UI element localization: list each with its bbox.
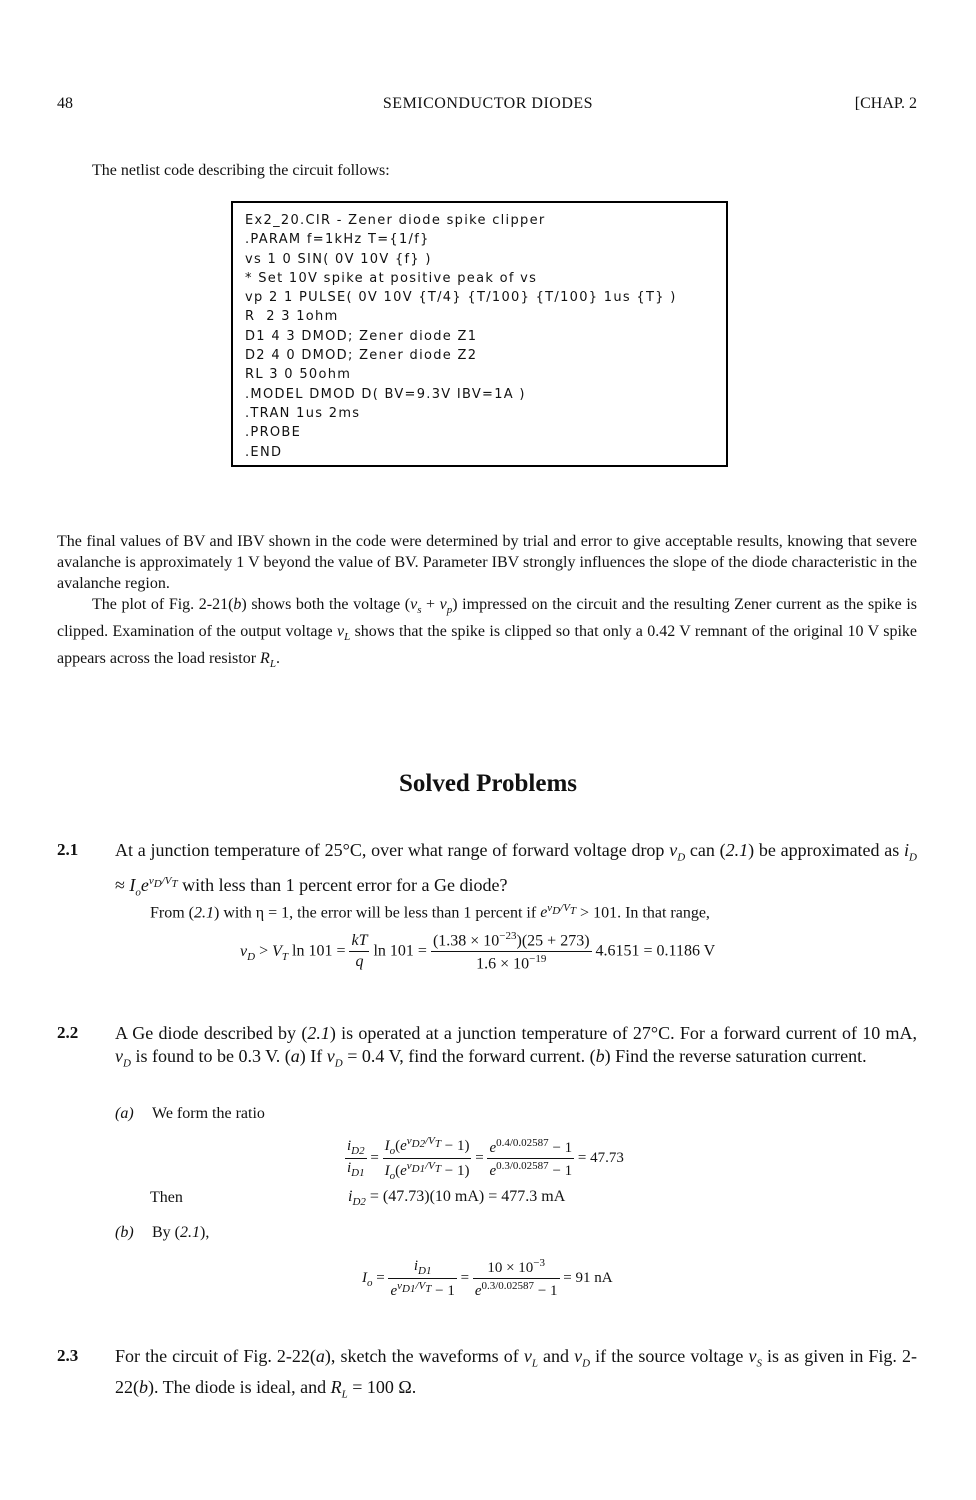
problem-2-2-question: A Ge diode described by (2.1) is operated at a junction temperature of 27°C. For a forward current of 10 mA, $v_D$ is found to be 0.3 V. (a) If $v_D = 0.4$ V, find the forward current. (b) Find the reverse saturation current. bbox=[115, 1023, 918, 1070]
paragraph-plot: The plot of Fig. 2-21(b) shows both the voltage $(v_s + v_p)$ impressed on the circuit and the resulting Zener current as the spike is clipped. Examination of the output voltage $v_L$ shows that the spike is clipped so that only a 0.42 V remnant of the original 10 V spike appears across the load resistor $R_L$. bbox=[57, 596, 918, 671]
netlist-line: .PARAM f=1kHz T={1/f} bbox=[245, 232, 430, 248]
section-heading: Solved Problems bbox=[398, 770, 577, 797]
netlist-line: RL 3 0 50ohm bbox=[245, 367, 352, 383]
io-equation: $I_o$ = $\frac{i_{D1}}{e^{v_{D1}/V_T} - 1}$ = $\frac{10 \times 10^{-3}}{e^{0.3/0.02587} - 1}$ = 91 nA bbox=[362, 1257, 613, 1299]
netlist-line: vp 2 1 PULSE( 0V 10V {T/4} {T/100} {T/100} 1us {T} ) bbox=[245, 290, 677, 306]
problem-number: 2.3 bbox=[57, 1346, 79, 1365]
netlist-line: Ex2_20.CIR - Zener diode spike clipper bbox=[245, 213, 546, 228]
netlist-line: .TRAN 1us 2ms bbox=[245, 405, 361, 421]
ratio-equation: $\frac{i_{D2}}{i_{D1}}$ = $\frac{I_o(e^{v_{D2}/V_T} - 1)}{I_o(e^{v_{D1}/V_T} - 1)}$ = $\frac{e^{0.4/0.02587} - 1}{e^{0.3/0.02587} - 1}$ = 47.73 bbox=[347, 1135, 624, 1182]
part-a-label: (a) bbox=[115, 1105, 134, 1122]
problem-2-1-equation: $v_D > V_T$ ln 101 = $\frac{kT}{q}$ ln 101 = $\frac{(1.38 \times 10^{-23})(25 + 273)}{1.6 \times 10^{-19}}$ 4.6151 = 0.1186 V bbox=[240, 930, 716, 973]
netlist-line: R 2 3 1ohm bbox=[245, 309, 339, 325]
netlist-line: .MODEL DMOD D( BV=9.3V IBV=1A ) bbox=[245, 386, 526, 402]
part-b-label: (b) bbox=[115, 1224, 134, 1241]
then-equation: $i_{D2} = (47.73)(10$ mA) = 477.3 mA bbox=[348, 1188, 566, 1209]
netlist-line: D2 4 0 DMOD; Zener diode Z2 bbox=[245, 348, 478, 364]
intro-text: The netlist code describing the circuit follows: bbox=[92, 162, 390, 179]
problem-2-1-solution-text: From (2.1) with η = 1, the error will be less than 1 percent if $e^{v_D/V_T} > 101$. In that range, bbox=[150, 902, 710, 922]
paragraph-bv-ibv: The final values of BV and IBV shown in the code were determined by trial and error to give acceptable results, knowing that severe avalanche is approximately 1 V beyond the value of BV. Parameter IBV strongly influences the slope of the diode characteristic in the avalanche region. bbox=[57, 533, 917, 592]
problem-number: 2.2 bbox=[57, 1023, 79, 1042]
problem-number: 2.1 bbox=[57, 840, 79, 859]
problem-2-1-question: At a junction temperature of 25°C, over what range of forward voltage drop $v_D$ can (2.1) be approximated as $i_D \approx I_oe^{v_D/V_T}$ with less than 1 percent error for a Ge diode? bbox=[115, 840, 917, 899]
then-label: Then bbox=[150, 1189, 183, 1206]
page-number: 48 bbox=[57, 95, 73, 112]
netlist-line: .END bbox=[245, 444, 283, 460]
netlist-line: * Set 10V spike at positive peak of vs bbox=[245, 270, 538, 286]
part-b-text: By (2.1), bbox=[152, 1224, 210, 1241]
netlist-code-box bbox=[231, 201, 728, 467]
chapter-label: [CHAP. 2 bbox=[854, 95, 917, 112]
netlist-line: .PROBE bbox=[245, 425, 302, 441]
problem-2-3-question: For the circuit of Fig. 2-22(a), sketch the waveforms of $v_L$ and $v_D$ if the source voltage $v_S$ is as given in Fig. 2-22(b). The diode is ideal, and $R_L = 100$ Ω. bbox=[115, 1346, 918, 1401]
running-title: SEMICONDUCTOR DIODES bbox=[382, 95, 594, 112]
netlist-line: vs 1 0 SIN( 0V 10V {f} ) bbox=[245, 251, 432, 267]
netlist-line: D1 4 3 DMOD; Zener diode Z1 bbox=[245, 328, 478, 344]
part-a-text: We form the ratio bbox=[152, 1105, 265, 1122]
